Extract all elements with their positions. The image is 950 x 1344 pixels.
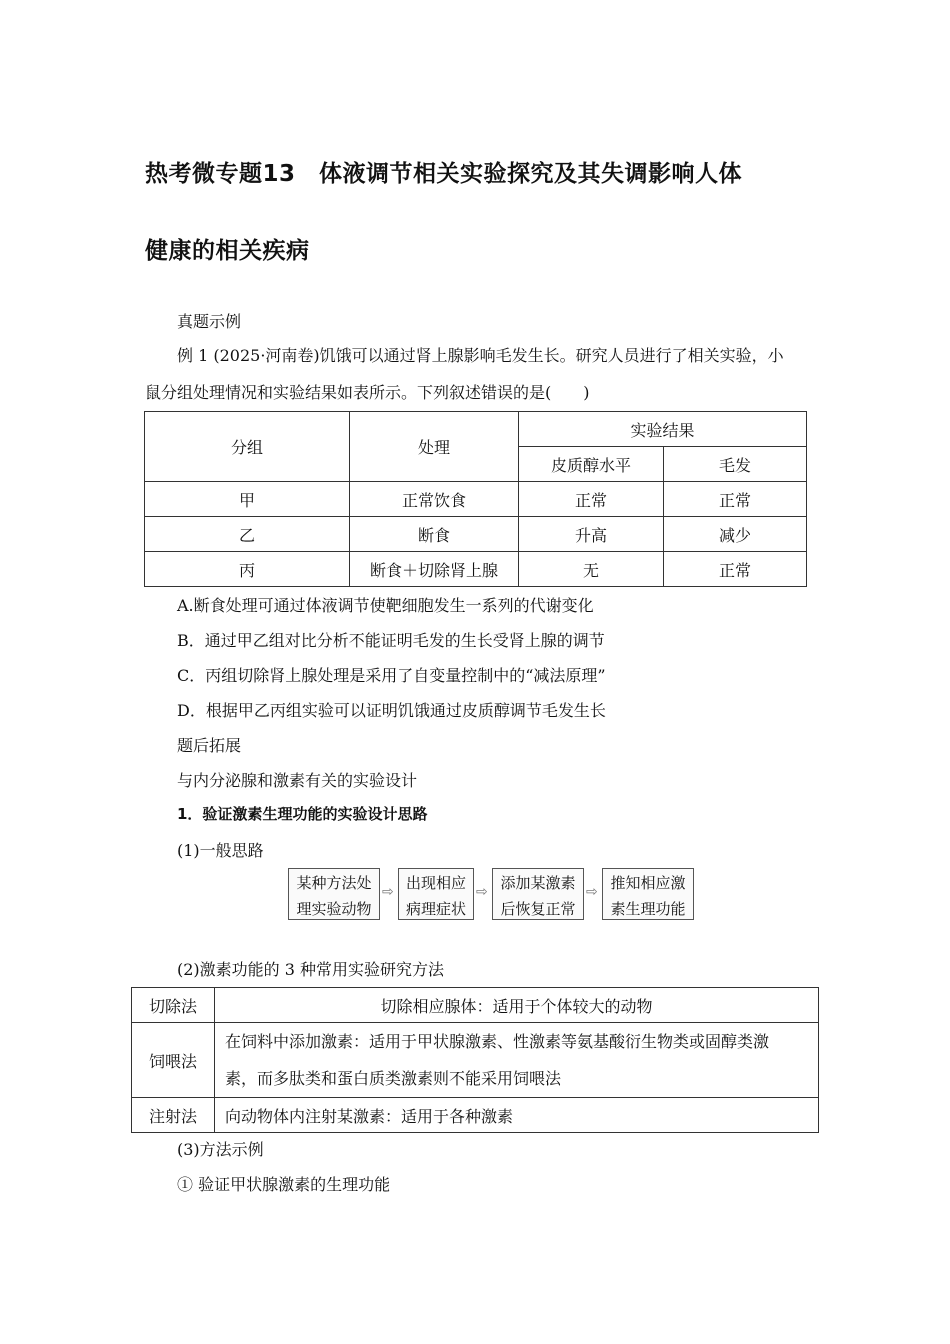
flow-step-1 [288, 868, 380, 920]
method-desc: 切除相应腺体：适用于个体较大的动物 [215, 988, 819, 1023]
table-row [132, 988, 819, 1023]
flow-step-1-line1: 某种方法处 [296, 874, 372, 892]
header-hair: 毛发 [664, 447, 807, 482]
flow-step-3-line1: 添加某激素 [500, 874, 576, 892]
table-row [145, 482, 807, 517]
method-desc-line1: 在饲料中添加激素：适用于甲状腺激素、性激素等氨基酸衍生物类或固醇类激 [225, 1032, 770, 1051]
cell-treatment: 正常饮食 [350, 482, 519, 517]
flow-step-2-line2: 病理症状 [405, 900, 466, 918]
sub-heading-3: (3)方法示例 [177, 1140, 264, 1159]
option-d: D．根据甲乙丙组实验可以证明饥饿通过皮质醇调节毛发生长 [177, 701, 606, 720]
cell-group: 乙 [145, 517, 350, 552]
flow-step-4-line2: 素生理功能 [610, 900, 686, 918]
flow-step-3-line2: 后恢复正常 [500, 900, 576, 918]
flow-step-2 [398, 868, 474, 920]
sub-heading-3-item: ① 验证甲状腺激素的生理功能 [177, 1175, 391, 1194]
arrow-right-icon: ⇨ [382, 884, 394, 900]
flow-step-2-line1: 出现相应 [405, 874, 466, 892]
cell-cortisol: 正常 [519, 482, 664, 517]
table-row [145, 517, 807, 552]
flow-step-4 [602, 868, 694, 920]
cell-hair: 减少 [664, 517, 807, 552]
heading-1: 1．验证激素生理功能的实验设计思路 [177, 805, 428, 823]
page-title-line1: 热考微专题13 体液调节相关实验探究及其失调影响人体 [145, 161, 743, 187]
cell-treatment: 断食＋切除肾上腺 [350, 552, 519, 587]
question-line2: 鼠分组处理情况和实验结果如表所示。下列叙述错误的是( ) [145, 383, 590, 402]
header-cortisol: 皮质醇水平 [519, 447, 664, 482]
cell-cortisol: 无 [519, 552, 664, 587]
table-row [132, 1098, 819, 1133]
table-row [145, 552, 807, 587]
option-c: C．丙组切除肾上腺处理是采用了自变量控制中的“减法原理” [177, 666, 606, 685]
flow-step-3 [492, 868, 584, 920]
methods-table [131, 987, 819, 1133]
section-expand: 题后拓展 [177, 736, 242, 755]
method-desc-line2: 素，而多肽类和蛋白质类激素则不能采用饲喂法 [225, 1069, 562, 1088]
cell-group: 丙 [145, 552, 350, 587]
method-name: 注射法 [132, 1098, 215, 1133]
results-table [144, 411, 807, 587]
cell-hair: 正常 [664, 482, 807, 517]
header-treatment: 处理 [350, 412, 519, 482]
table-row [132, 1023, 819, 1098]
section-example: 真题示例 [177, 312, 242, 331]
question-line1: 例 1 (2025·河南卷)饥饿可以通过肾上腺影响毛发生长。研究人员进行了相关实验，小 [177, 346, 784, 365]
method-name: 切除法 [132, 988, 215, 1023]
option-b: B．通过甲乙组对比分析不能证明毛发的生长受肾上腺的调节 [177, 631, 605, 650]
cell-hair: 正常 [664, 552, 807, 587]
header-results: 实验结果 [519, 412, 807, 447]
sub-heading-1: (1)一般思路 [177, 841, 264, 860]
method-desc: 向动物体内注射某激素：适用于各种激素 [215, 1098, 819, 1133]
cell-group: 甲 [145, 482, 350, 517]
sub-heading-2: (2)激素功能的 3 种常用实验研究方法 [177, 960, 445, 979]
page-title-line2: 健康的相关疾病 [145, 238, 310, 264]
option-a: A.断食处理可通过体液调节使靶细胞发生一系列的代谢变化 [177, 596, 594, 615]
method-desc [215, 1023, 819, 1098]
subtitle: 与内分泌腺和激素有关的实验设计 [177, 771, 418, 790]
arrow-right-icon: ⇨ [586, 884, 598, 900]
header-group: 分组 [145, 412, 350, 482]
method-name: 饲喂法 [132, 1023, 215, 1098]
flow-step-1-line2: 理实验动物 [296, 900, 372, 918]
flow-step-4-line1: 推知相应激 [610, 874, 686, 892]
cell-cortisol: 升高 [519, 517, 664, 552]
arrow-right-icon: ⇨ [476, 884, 488, 900]
cell-treatment: 断食 [350, 517, 519, 552]
